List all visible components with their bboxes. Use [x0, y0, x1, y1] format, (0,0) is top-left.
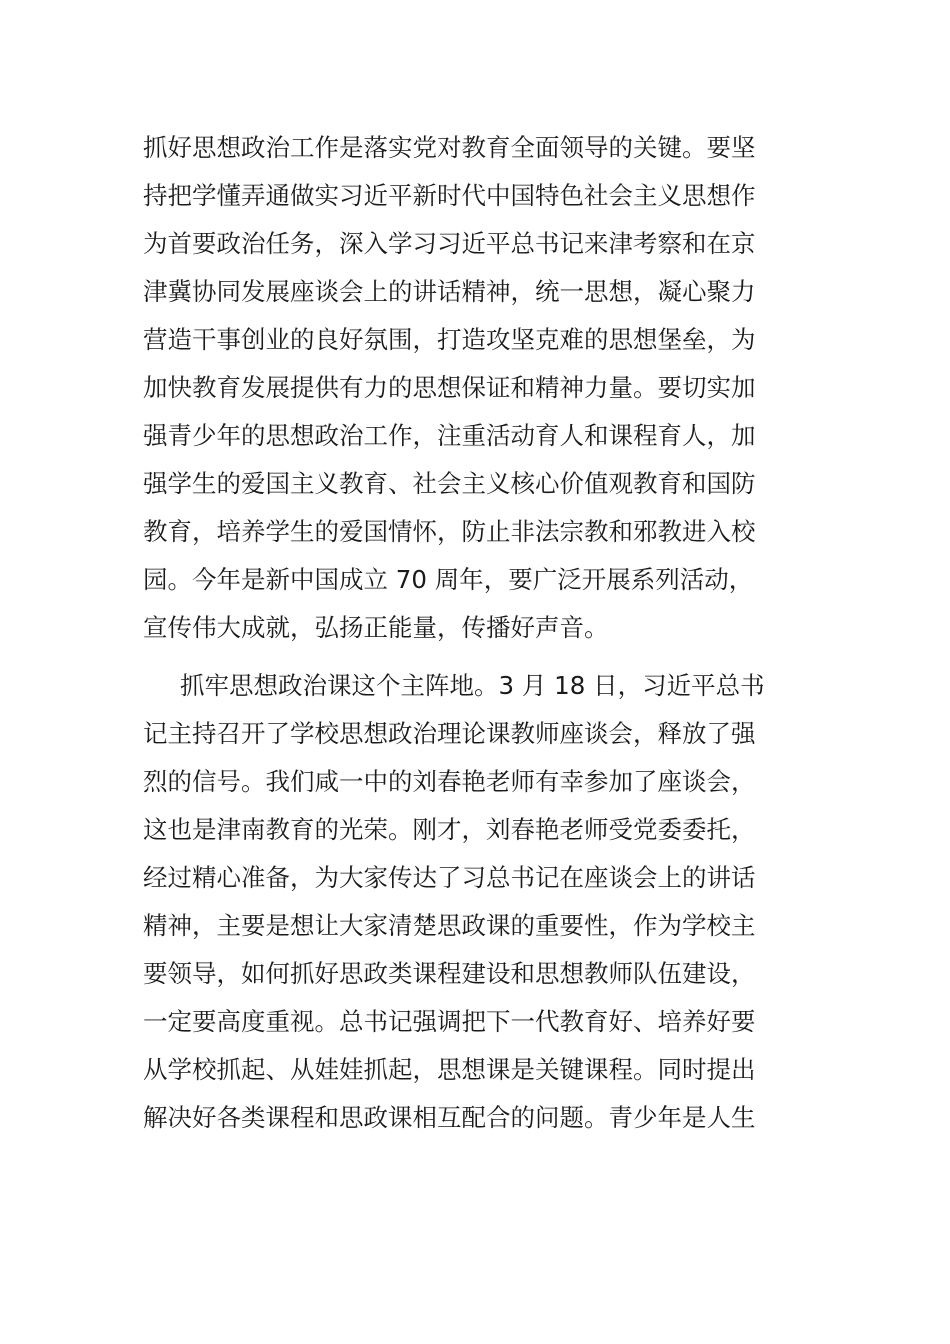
text-line: 抓好思想政治工作是落实党对教育全面领导的关键。要坚 — [143, 133, 756, 162]
text-line: 强学生的爱国主义教育、社会主义核心价值观教育和国防 — [143, 469, 756, 498]
text-line: 营造干事创业的良好氛围，打造攻坚克难的思想堡垒，为 — [143, 325, 756, 354]
text-line: 园。今年是新中国成立 70 周年，要广泛开展系列活动， — [143, 565, 754, 594]
text-line: 强青少年的思想政治工作，注重活动育人和课程育人，加 — [143, 421, 756, 450]
text-line: 教育，培养学生的爱国情怀，防止非法宗教和邪教进入校 — [143, 517, 756, 546]
text-line: 要领导，如何抓好思政类课程建设和思想教师队伍建设， — [143, 959, 756, 988]
text-line: 从学校抓起、从娃娃抓起，思想课是关键课程。同时提出 — [143, 1055, 756, 1084]
text-line: 持把学懂弄通做实习近平新时代中国特色社会主义思想作 — [143, 181, 756, 210]
text-line: 抓牢思想政治课这个主阵地。3 月 18 日，习近平总书 — [180, 671, 765, 700]
text-line: 加快教育发展提供有力的思想保证和精神力量。要切实加 — [143, 373, 756, 402]
text-line: 精神，主要是想让大家清楚思政课的重要性，作为学校主 — [143, 911, 756, 940]
text-line: 这也是津南教育的光荣。刚才，刘春艳老师受党委委托， — [143, 815, 756, 844]
text-line: 宣传伟大成就，弘扬正能量，传播好声音。 — [143, 613, 609, 642]
text-line: 解决好各类课程和思政课相互配合的问题。青少年是人生 — [143, 1103, 756, 1132]
text-line: 记主持召开了学校思想政治理论课教师座谈会，释放了强 — [143, 719, 756, 748]
text-line: 津冀协同发展座谈会上的讲话精神，统一思想，凝心聚力 — [143, 277, 756, 306]
text-line: 经过精心准备，为大家传达了习总书记在座谈会上的讲话 — [143, 863, 756, 892]
paragraph-2 — [143, 662, 807, 1142]
text-line: 烈的信号。我们咸一中的刘春艳老师有幸参加了座谈会， — [143, 767, 756, 796]
paragraph-1 — [143, 124, 807, 652]
text-line: 一定要高度重视。总书记强调把下一代教育好、培养好要 — [143, 1007, 756, 1036]
document-body — [143, 124, 807, 1142]
text-line: 为首要政治任务，深入学习习近平总书记来津考察和在京 — [143, 229, 756, 258]
